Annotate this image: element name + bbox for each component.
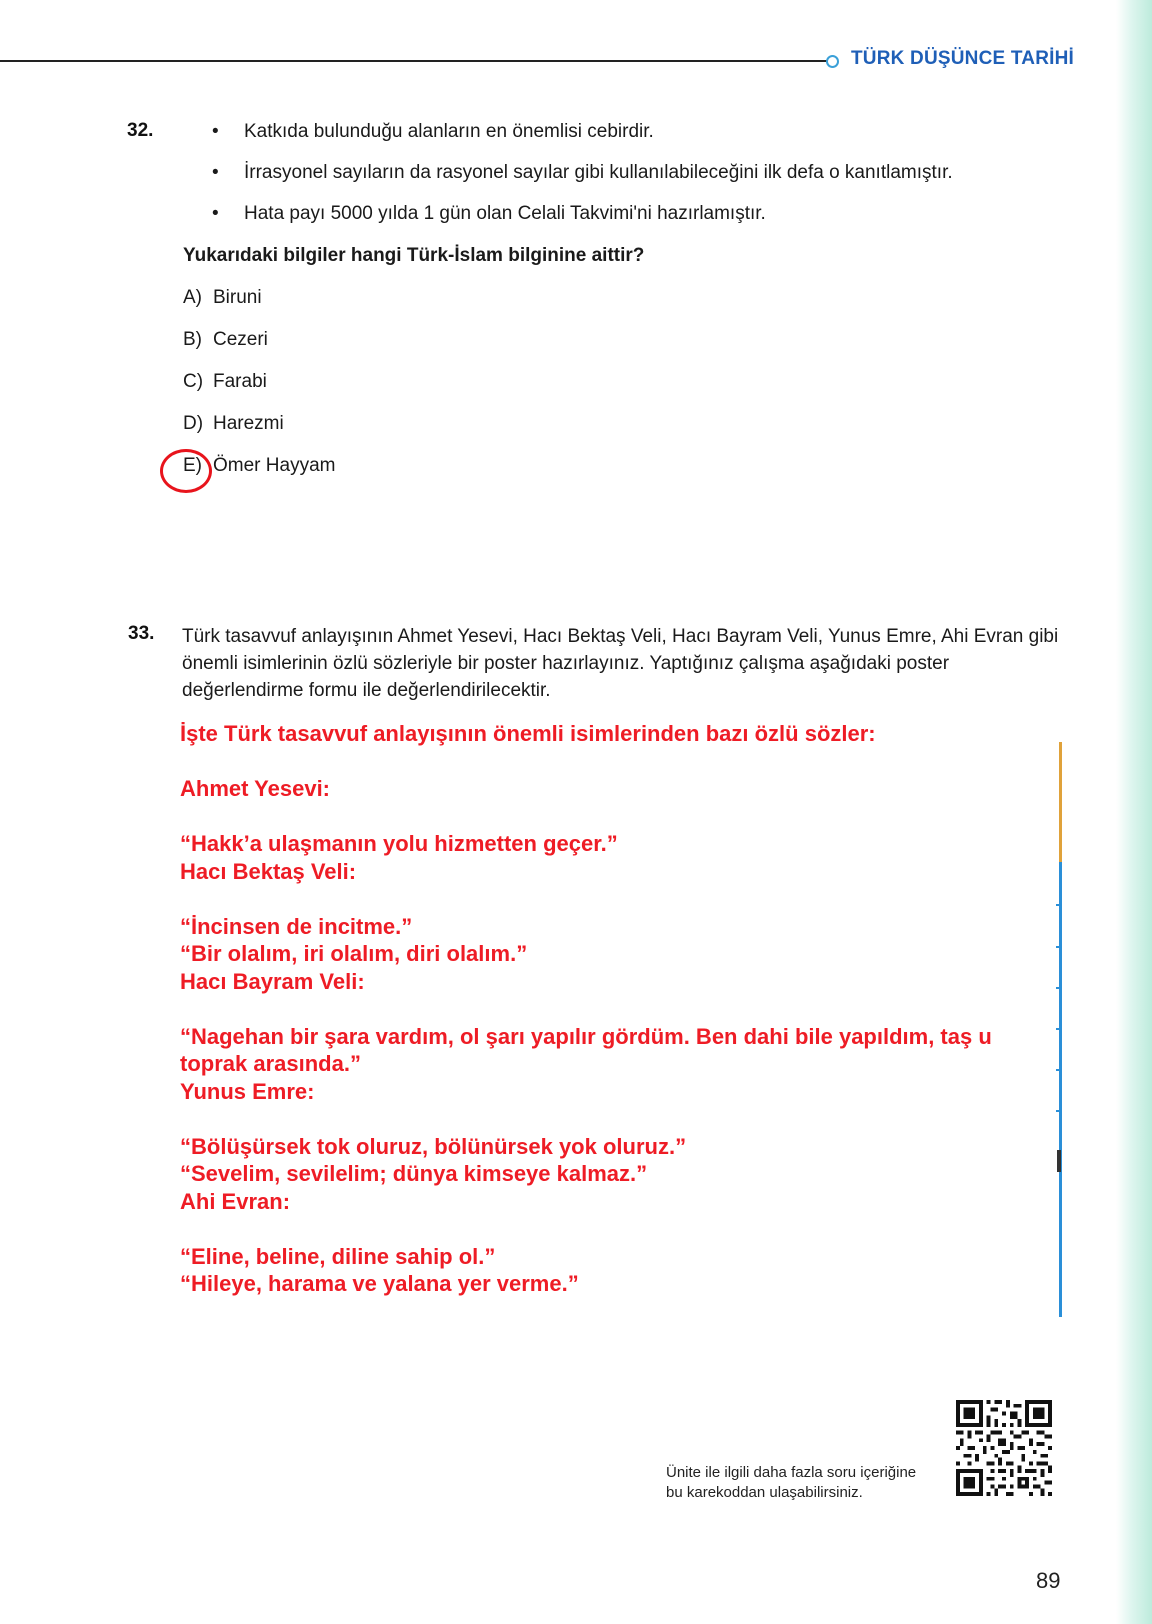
- page-edge-gradient: [1116, 0, 1152, 1624]
- quote: “Nagehan bir şara vardım, ol şarı yapılır gördüm. Ben dahi bile yapıldım, taş u toprak arasında.”: [180, 1023, 992, 1076]
- side-tick: [1056, 1069, 1060, 1071]
- footer-note: [666, 1463, 916, 1503]
- quote: “Hakk’a ulaşmanın yolu hizmetten geçer.”: [180, 831, 618, 856]
- scholar-name: Ahmet Yesevi:: [180, 776, 331, 801]
- header-dot-icon: [826, 55, 839, 68]
- answer-circle-mark: [160, 449, 212, 493]
- scholar-name: Yunus Emre:: [180, 1078, 315, 1104]
- option-letter: A): [183, 287, 202, 308]
- option-b[interactable]: [183, 329, 268, 351]
- option-c[interactable]: [183, 371, 267, 393]
- quote: “Bir olalım, iri olalım, diri olalım.”: [180, 941, 528, 966]
- scholar-name: Hacı Bektaş Veli:: [180, 858, 357, 884]
- bullet-text: İrrasyonel sayıların da rasyonel sayılar gibi kullanılabileceğini ilk defa o kanıtlamıştır.: [244, 162, 953, 183]
- bullet-icon: •: [212, 162, 219, 183]
- bullet-text: Katkıda bulunduğu alanların en önemlisi cebirdir.: [244, 121, 654, 142]
- answer-intro: İşte Türk tasavvuf anlayışının önemli isimlerinden bazı özlü sözler:: [180, 721, 876, 746]
- quote: “İncinsen de incitme.”: [180, 913, 413, 939]
- scholar-name: Ahi Evran:: [180, 1188, 291, 1214]
- quote: “Eline, beline, diline sahip ol.”: [180, 1243, 496, 1269]
- quote: “Hileye, harama ve yalana yer verme.”: [180, 1271, 579, 1296]
- bullet-text: Hata payı 5000 yılda 1 gün olan Celali Takvimi'ni hazırlamıştır.: [244, 203, 766, 224]
- option-text: Farabi: [213, 371, 267, 392]
- scholar-name: Hacı Bayram Veli:: [180, 968, 365, 994]
- option-text: Biruni: [213, 287, 262, 308]
- question-32-stem: Yukarıdaki bilgiler hangi Türk-İslam bilginine aittir?: [183, 245, 645, 266]
- option-text: Ömer Hayyam: [213, 455, 336, 476]
- bullet-icon: •: [212, 203, 219, 224]
- option-a[interactable]: [183, 287, 262, 309]
- bullet-item: [212, 202, 1072, 243]
- option-letter: C): [183, 371, 204, 392]
- option-d[interactable]: [183, 413, 284, 435]
- header-title: TÜRK DÜŞÜNCE TARİHİ: [851, 48, 1074, 69]
- bullet-item: [212, 161, 1072, 202]
- header-rule: [0, 60, 828, 62]
- footer-note-line: bu karekoddan ulaşabilirsiniz.: [666, 1484, 863, 1501]
- quote: “Bölüşürsek tok oluruz, bölünürsek yok oluruz.”: [180, 1133, 687, 1159]
- bullet-item: [212, 120, 1072, 161]
- side-bar-highlight: [1059, 742, 1062, 862]
- question-32-bullets: [212, 120, 1072, 243]
- side-tick: [1056, 987, 1060, 989]
- option-text: Harezmi: [213, 413, 284, 434]
- side-marker: [1057, 1150, 1061, 1172]
- side-tick: [1056, 904, 1060, 906]
- option-letter: E): [183, 455, 202, 476]
- footer-note-line: Ünite ile ilgili daha fazla soru içeriğine: [666, 1464, 917, 1481]
- side-tick: [1056, 1028, 1060, 1030]
- question-33-number: 33.: [128, 623, 155, 644]
- page-number: 89: [1036, 1568, 1061, 1593]
- quote: “Sevelim, sevilelim; dünya kimseye kalmaz.”: [180, 1161, 648, 1186]
- option-letter: B): [183, 329, 202, 350]
- answer-block: [180, 720, 1060, 1298]
- option-text: Cezeri: [213, 329, 268, 350]
- side-tick: [1056, 946, 1060, 948]
- option-letter: D): [183, 413, 204, 434]
- qr-code-icon[interactable]: [956, 1400, 1052, 1496]
- bullet-icon: •: [212, 121, 219, 142]
- question-32-number: 32.: [127, 120, 154, 141]
- side-tick: [1056, 1110, 1060, 1112]
- question-33-text: Türk tasavvuf anlayışının Ahmet Yesevi, Hacı Bektaş Veli, Hacı Bayram Veli, Yunus Emre, Ahi Evran gibi önemli isimlerinin özlü sözleriyle bir poster hazırlayınız. Yaptığınız çalışma aşağıdaki poster değerlendirme formu ile değerlendirilecektir.: [182, 626, 1059, 701]
